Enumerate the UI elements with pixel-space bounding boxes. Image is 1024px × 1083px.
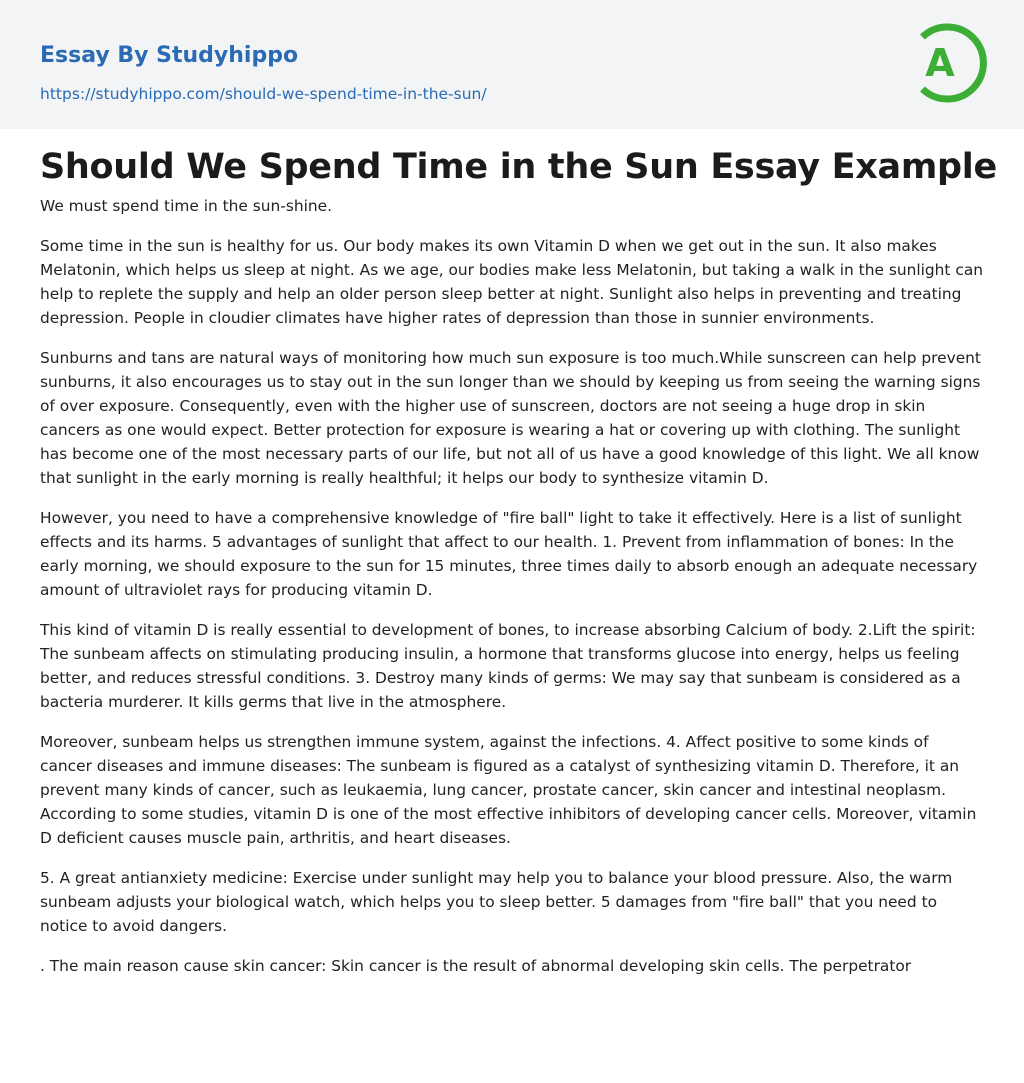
- essay-url-link[interactable]: https://studyhippo.com/should-we-spend-time-in-the-sun/: [40, 85, 487, 103]
- page-header: [0, 0, 1024, 129]
- essay-paragraph: 5. A great antianxiety medicine: Exercise under sunlight may help you to balance your blood pressure. Also, the warm sunbeam adjusts your biological watch, which helps you to sleep better. 5 damages from "fire ball" that you need to notice to avoid dangers.: [40, 869, 953, 935]
- essay-title: Should We Spend Time in the Sun Essay Example: [40, 147, 997, 187]
- logo-letter: A: [925, 41, 955, 85]
- studyhippo-logo-icon[interactable]: [908, 18, 988, 108]
- essay-paragraph: Some time in the sun is healthy for us. Our body makes its own Vitamin D when we get out in the sun. It also makes Melatonin, which helps us sleep at night. As we age, our bodies make less Melatonin, but taking a walk in the sunlight can help to replete the supply and help an older person sleep better at night. Sunlight also helps in preventing and treating depression. People in cloudier climates have higher rates of depression than those in sunnier environments.: [40, 237, 984, 327]
- site-brand[interactable]: Essay By Studyhippo: [40, 43, 299, 68]
- essay-paragraph: However, you need to have a comprehensive knowledge of "fire ball" light to take it effectively. Here is a list of sunlight effects and its harms. 5 advantages of sunlight that affect to our health. 1. Prevent from inflammation of bones: In the early morning, we should exposure to the sun for 15 minutes, three times daily to absorb enough an adequate necessary amount of ultraviolet rays for producing vitamin D.: [40, 509, 978, 599]
- essay-paragraph: . The main reason cause skin cancer: Skin cancer is the result of abnormal developing skin cells. The perpetrator: [40, 957, 912, 975]
- essay-paragraph: This kind of vitamin D is really essential to development of bones, to increase absorbing Calcium of body. 2.Lift the spirit: The sunbeam affects on stimulating producing insulin, a hormone that transforms glucose into energy, helps us feeling better, and reduces stressful conditions. 3. Destroy many kinds of germs: We may say that sunbeam is considered as a bacteria murderer. It kills germs that live in the atmosphere.: [40, 621, 976, 711]
- essay-paragraph: Sunburns and tans are natural ways of monitoring how much sun exposure is too much.While sunscreen can help prevent sunburns, it also encourages us to stay out in the sun longer than we should by keeping us from seeing the warning signs of over exposure. Consequently, even with the higher use of sunscreen, doctors are not seeing a huge drop in skin cancers as one would expect. Better protection for exposure is wearing a hat or covering up with clothing. The sunlight has become one of the most necessary parts of our life, but not all of us have a good knowledge of this light. We all know that sunlight in the early morning is really healthful; it helps our body to synthesize vitamin D.: [40, 349, 981, 487]
- essay-paragraph: Moreover, sunbeam helps us strengthen immune system, against the infections. 4. Affect positive to some kinds of cancer diseases and immune diseases: The sunbeam is figured as a catalyst of synthesizing vitamin D. Therefore, it an prevent many kinds of cancer, such as leukaemia, lung cancer, prostate cancer, skin cancer and intestinal neoplasm. According to some studies, vitamin D is one of the most effective inhibitors of developing cancer cells. Moreover, vitamin D deficient causes muscle pain, arthritis, and heart diseases.: [40, 733, 977, 847]
- essay-body: [40, 194, 985, 994]
- essay-paragraph: We must spend time in the sun-shine.: [40, 197, 333, 215]
